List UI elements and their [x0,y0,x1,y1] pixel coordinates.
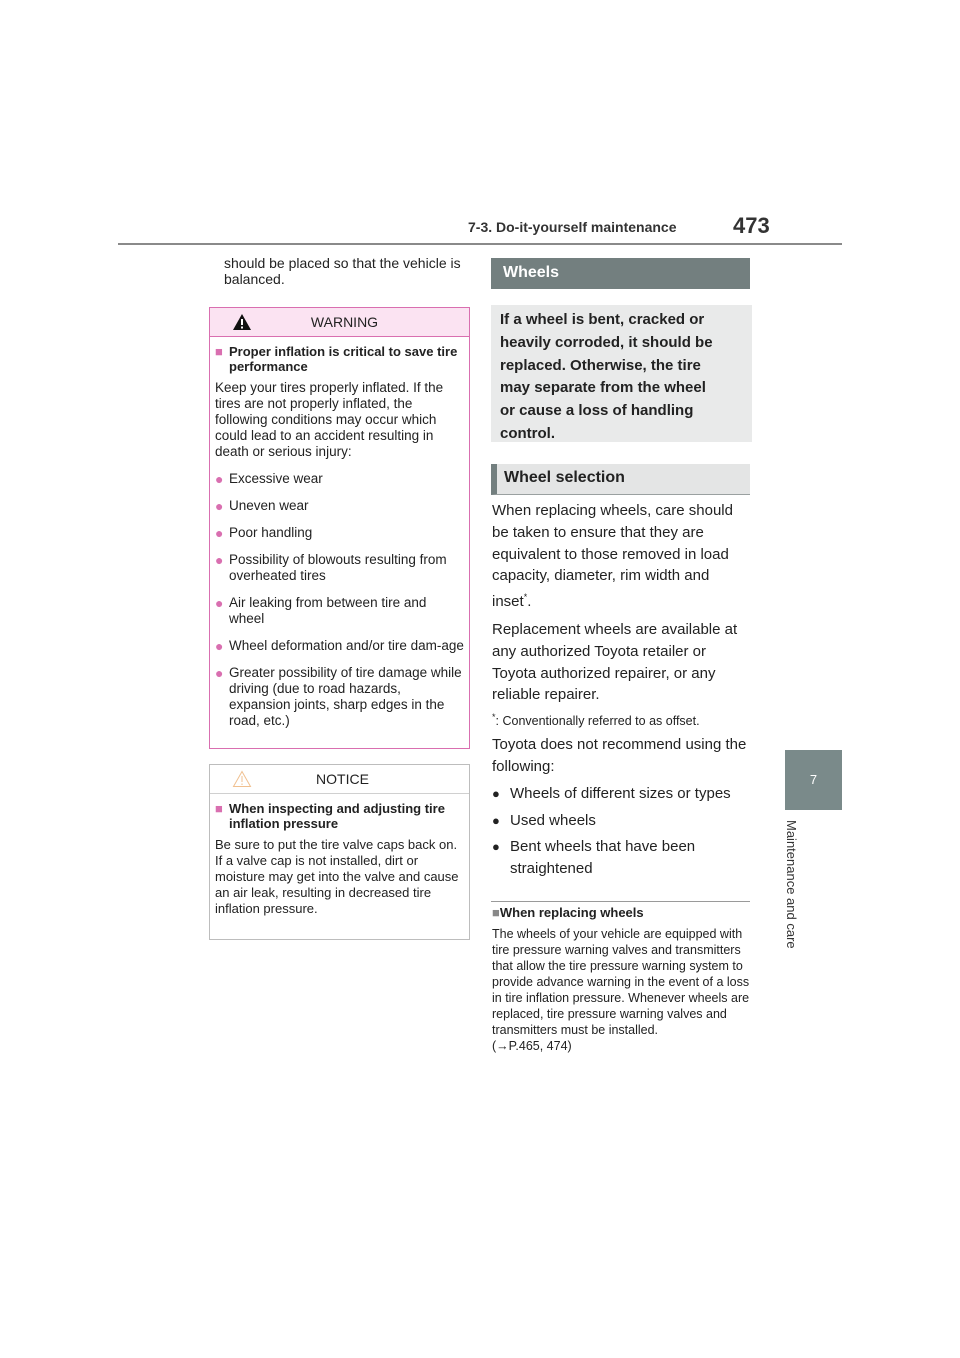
warning-header [210,308,469,337]
chapter-tab[interactable]: 7 [785,750,842,810]
wheel-selection-heading: Wheel selection [491,464,750,495]
warning-box [209,307,470,749]
intro-paragraph: should be placed so that the vehicle is balanced. [224,255,461,287]
warning-subtitle: ■ Proper inflation is critical to save tire performance [215,344,458,374]
warning-label: WARNING [310,314,379,330]
bullet-icon: ● [215,638,224,654]
square-bullet-icon: ■ [215,801,223,816]
list-item: ● Used wheels [492,810,752,832]
warning-bullet-item: ● Greater possibility of tire damage while driving (due to road hazards, expansion joints, sharp edges in the road, etc.) [215,665,462,728]
wheel-selection-paragraph: When replacing wheels, care should be taken to ensure that they are equivalent to those removed in load capacity, diameter, rim width and inset*. [492,502,733,611]
bullet-icon: ● [215,552,224,568]
wheels-warning-line: heavily corroded, it should be [500,333,713,351]
not-recommended-list [492,783,752,879]
header-divider [118,243,842,245]
bullet-icon: ● [492,812,500,828]
bullet-icon: ● [492,839,500,854]
replacement-paragraph: Replacement wheels are available at any authorized Toyota retailer or Toyota authorized repairer, or any reliable repairer. [492,621,738,704]
note-body: The wheels of your vehicle are equipped with tire pressure warning valves and transmitters that allow the tire pressure warning system to provide advance warning in the event of a loss in tire inflation pressure. Whenever wheels are replaced, tire pressure warning valves and transmitters must be installed. (→P.465, 474) [492,927,750,1053]
chapter-title: Maintenance and care [784,820,799,949]
chapter-title-vertical [777,820,807,980]
list-item: ● Bent wheels that have been straightened [492,836,752,879]
bullet-icon: ● [492,786,500,801]
square-bullet-icon: ■ [492,905,500,920]
bullet-icon: ● [215,595,224,611]
warning-bullet-item: ● Air leaking from between tire and wheel [215,595,427,626]
note-title: ■When replacing wheels [492,905,644,920]
note-divider [491,901,750,902]
wheels-warning-line: If a wheel is bent, cracked or [500,311,705,328]
not-recommended-paragraph: Toyota does not recommend using the following: [492,736,747,775]
warning-bullet-item: ● Excessive wear [215,471,323,487]
footnote: *: Conventionally referred to as offset. [492,712,700,729]
page-number: 473 [733,213,770,238]
bullet-icon: ● [215,525,224,541]
warning-bullet-item: ● Poor handling [215,525,313,541]
warning-bullet-item: ● Wheel deformation and/or tire dam-age [215,638,464,654]
bullet-icon: ● [215,665,224,681]
warning-bullet-item: ● Possibility of blowouts resulting from overheated tires [215,552,447,583]
wheels-warning-box [491,305,752,442]
page-reference-link[interactable]: (→P.465, 474) [492,1039,572,1053]
notice-text: Be sure to put the tire valve caps back on. If a valve cap is not installed, dirt or moisture may get into the valve and cause an air leak, resulting in decreased tire inflation pressure. [215,837,459,916]
bullet-icon: ● [215,498,224,514]
warning-text: Keep your tires properly inflated. If the tires are not properly inflated, the following conditions may occur which could lead to an accident resulting in death or serious injury: [215,380,444,459]
warning-bullet-item: ● Uneven wear [215,498,309,514]
notice-label: NOTICE [316,771,369,787]
notice-header [210,765,469,794]
wheels-warning-line: or cause a loss of handling [500,402,694,420]
list-item: ● Wheels of different sizes or types [492,783,752,805]
wheels-warning-line: replaced. Otherwise, the tire [500,356,701,374]
notice-box [209,764,470,940]
wheels-warning-line: may separate from the wheel [500,379,706,397]
wheels-warning-line: control. [500,424,555,442]
bullet-icon: ● [215,471,224,487]
square-bullet-icon: ■ [215,344,223,359]
section-title: 7-3. Do-it-yourself maintenance [468,219,677,235]
notice-subtitle: ■ When inspecting and adjusting tire inflation pressure [215,801,445,831]
wheels-heading: Wheels [491,258,750,289]
